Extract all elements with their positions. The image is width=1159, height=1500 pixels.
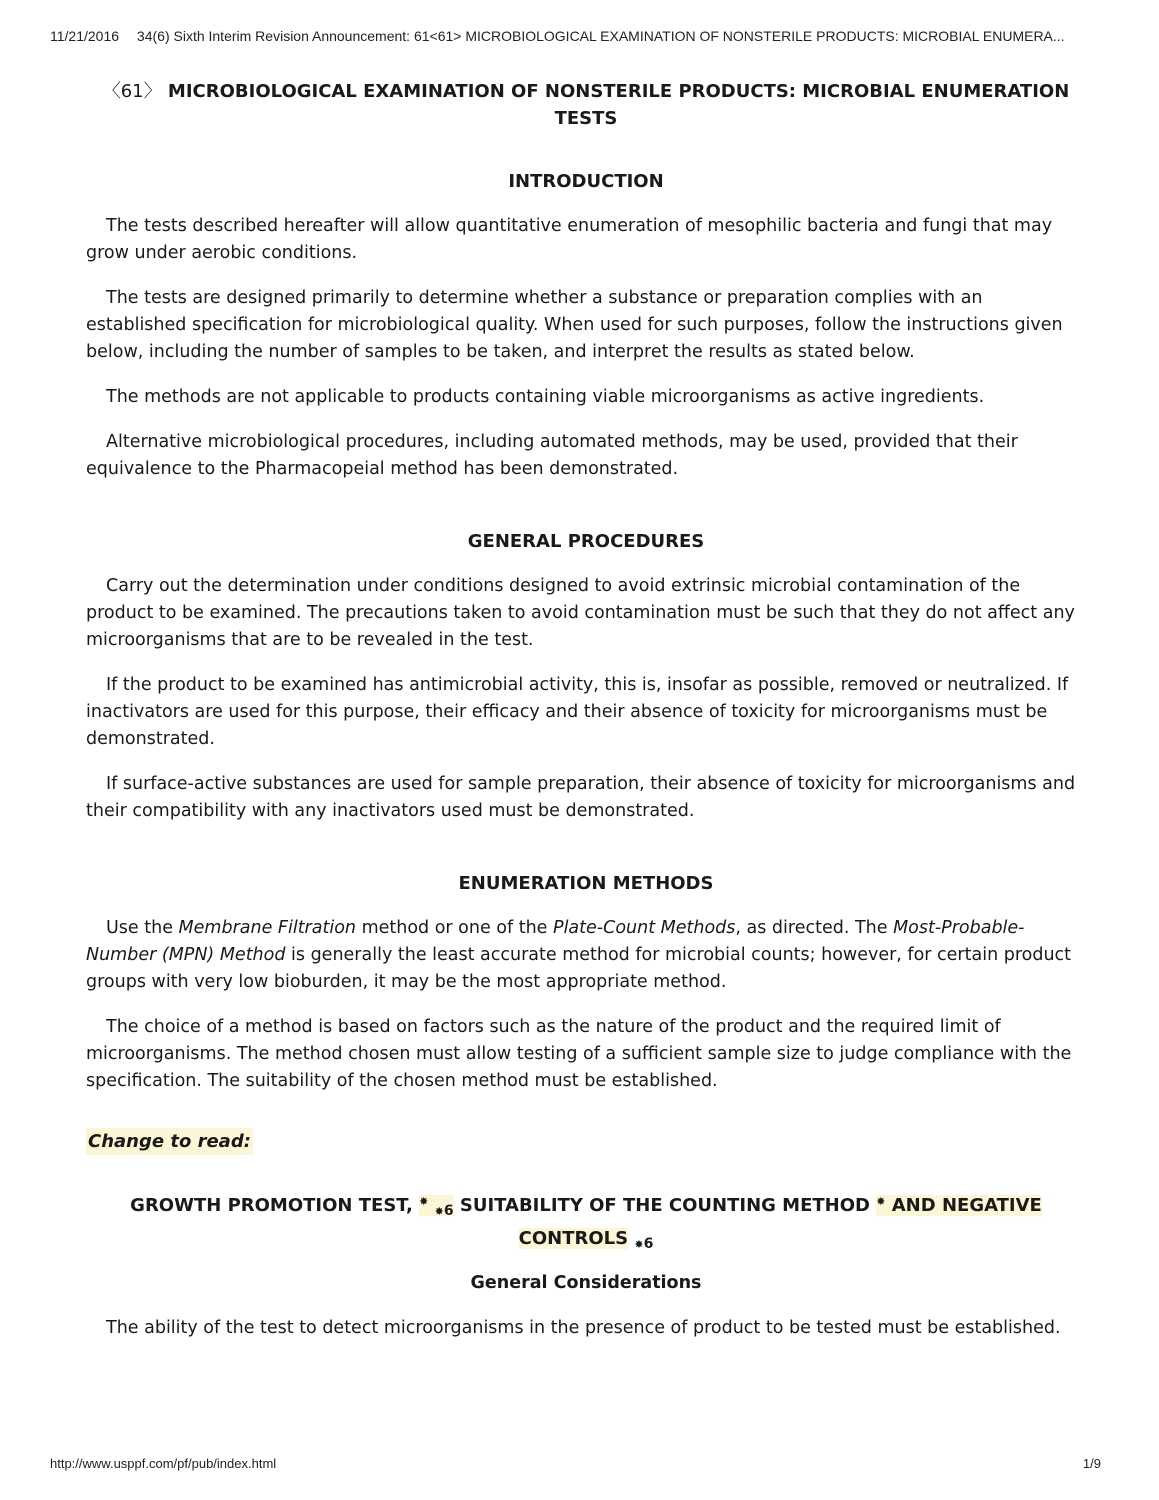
title-text: MICROBIOLOGICAL EXAMINATION OF NONSTERILE PRODUCTS: MICROBIAL ENUMERATION TESTS xyxy=(167,81,1070,129)
heading-general-procedures: GENERAL PROCEDURES xyxy=(467,531,705,552)
general-paragraph-1: Carry out the determination under conditions designed to avoid extrinsic microbial contamination of the product to be examined. The precautions taken to avoid contamination must be such that they do not affect any microorganisms that are to be revealed in the test. xyxy=(86,576,1075,650)
enumeration-paragraph-1: Use the Membrane Filtration method or one of the Plate-Count Methods, as directed. The Most-Probable-Number (MPN) Method is generally the least accurate method for microbial counts; however, for certain product groups with very low bioburden, it may be the most appropriate method. xyxy=(86,918,1072,992)
intro-paragraph-2: The tests are designed primarily to determine whether a substance or preparation complies with an established specification for microbiological quality. When used for such purposes, follow the instructions given below, including the number of samples to be taken, and interpret the results as stated below. xyxy=(86,288,1063,362)
chapter-code: 〈61〉 xyxy=(102,81,162,102)
heading-introduction: INTRODUCTION xyxy=(508,171,664,192)
intro-paragraph-1: The tests described hereafter will allow quantitative enumeration of mesophilic bacteria and fungi that may grow under aerobic conditions. xyxy=(86,216,1053,263)
change-to-read-label: Change to read: xyxy=(86,1128,253,1155)
revision-marker: ✸6 xyxy=(434,1203,454,1219)
document-title xyxy=(86,78,1086,132)
document-body xyxy=(86,78,1086,1342)
mpn-method-term: Most-Probable-Number (MPN) Method xyxy=(86,918,1025,965)
page-number: 1/9 xyxy=(1082,1456,1101,1471)
revision-star-icon: ✸ xyxy=(419,1195,429,1208)
revision-marker: ✸6 xyxy=(634,1236,654,1252)
general-paragraph-3: If surface-active substances are used for sample preparation, their absence of toxicity for microorganisms and their compatibility with any inactivators used must be demonstrated. xyxy=(86,774,1076,821)
negative-controls-text: AND NEGATIVE CONTROLS xyxy=(518,1195,1042,1249)
membrane-filtration-term: Membrane Filtration xyxy=(178,918,356,938)
page-header xyxy=(50,28,1109,44)
header-date: 11/21/2016 xyxy=(50,28,120,44)
growth-promotion-heading: GROWTH PROMOTION TEST, ✸ $_{✸6}$ SUITABILITY OF THE COUNTING METHOD ✸ AND NEGATIVE CONTROLS $_{✸6}$ xyxy=(130,1195,1042,1252)
heading-general-considerations: General Considerations xyxy=(470,1273,702,1293)
footer-url: http://www.usppf.com/pf/pub/index.html xyxy=(50,1456,277,1471)
considerations-paragraph-1: The ability of the test to detect microorganisms in the presence of product to be tested must be established. xyxy=(106,1318,1061,1338)
header-title: 34(6) Sixth Interim Revision Announcement: 61<61> MICROBIOLOGICAL EXAMINATION OF NONSTERILE PRODUCTS: MICROBIAL ENUMERA... xyxy=(136,28,1065,44)
page-footer xyxy=(50,1456,1101,1471)
heading-enumeration-methods: ENUMERATION METHODS xyxy=(458,873,714,894)
plate-count-term: Plate-Count Methods xyxy=(553,918,736,938)
intro-paragraph-3: The methods are not applicable to products containing viable microorganisms as active ingredients. xyxy=(106,387,985,407)
intro-paragraph-4: Alternative microbiological procedures, including automated methods, may be used, provided that their equivalence to the Pharmacopeial method has been demonstrated. xyxy=(86,432,1018,479)
general-paragraph-2: If the product to be examined has antimicrobial activity, this is, insofar as possible, removed or neutralized. If inactivators are used for this purpose, their efficacy and their absence of toxicity for microorganisms must be demonstrated. xyxy=(86,675,1069,749)
enumeration-paragraph-2: The choice of a method is based on factors such as the nature of the product and the required limit of microorganisms. The method chosen must allow testing of a sufficient sample size to judge compliance with the specification. The suitability of the chosen method must be established. xyxy=(86,1017,1072,1091)
revision-star-icon: ✸ xyxy=(876,1195,886,1208)
